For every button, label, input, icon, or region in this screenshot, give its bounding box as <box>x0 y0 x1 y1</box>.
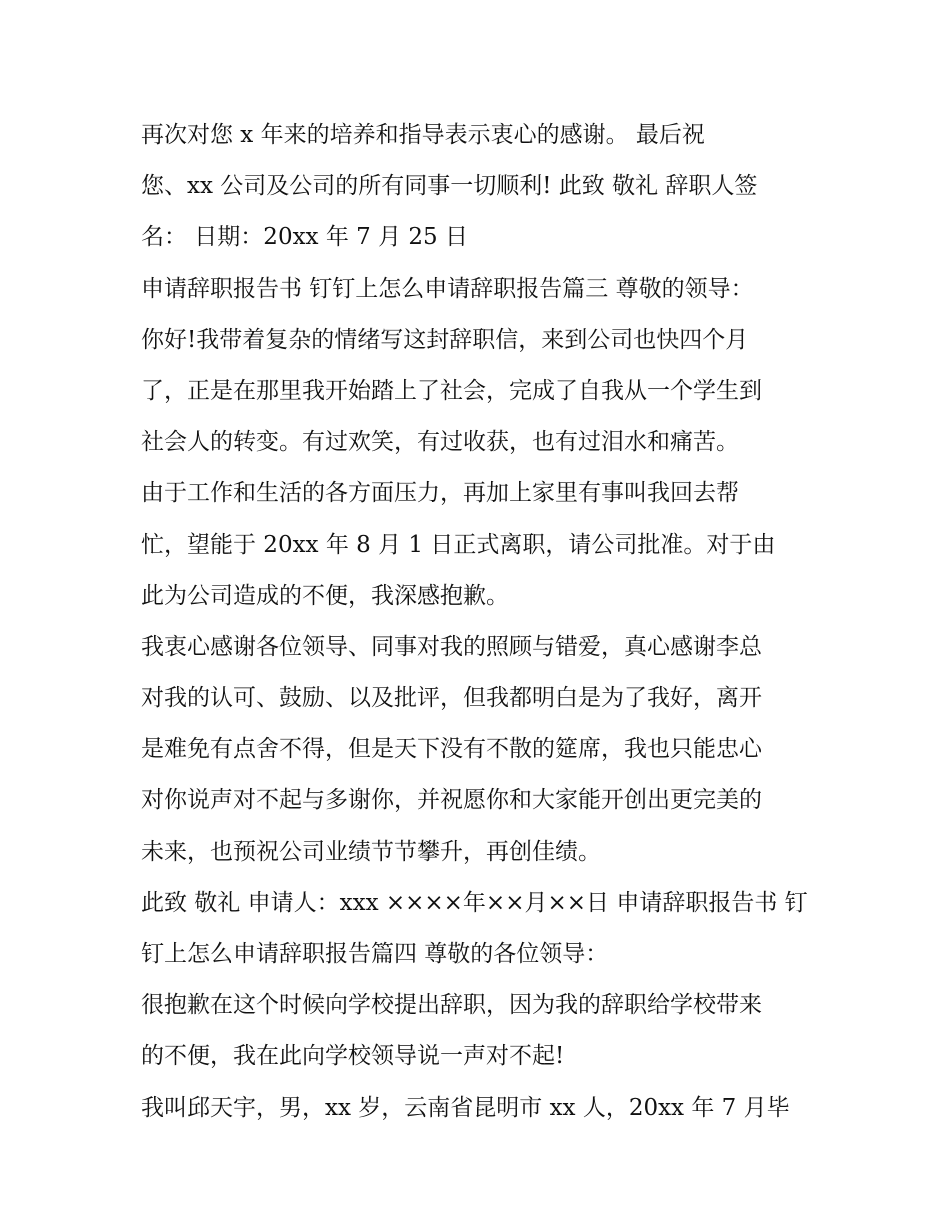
document-body <box>141 110 821 1134</box>
text-line: 申请辞职报告书 钉钉上怎么申请辞职报告篇三 尊敬的领导： <box>141 275 754 302</box>
text-line: 对我的认可、鼓励、以及批评，但我都明白是为了我好，离开 <box>141 685 762 712</box>
text-line: 了，正是在那里我开始踏上了社会，完成了自我从一个学生到 <box>141 377 762 404</box>
text-line: 你好!我带着复杂的情绪写这封辞职信，来到公司也快四个月 <box>141 326 749 353</box>
text-line: 未来，也预祝公司业绩节节攀升，再创佳绩。 <box>141 838 601 865</box>
text-line: 社会人的转变。有过欢笑，有过收获，也有过泪水和痛苦。 <box>141 429 739 456</box>
text-line: 忙，望能于 20xx 年 8 月 1 日正式离职，请公司批准。对于由 <box>141 531 776 558</box>
text-line: 的不便，我在此向学校领导说一声对不起! <box>141 1043 565 1070</box>
text-line: 很抱歉在这个时候向学校提出辞职，因为我的辞职给学校带来 <box>141 992 762 1019</box>
text-line: 是难免有点舍不得，但是天下没有不散的筵席，我也只能忠心 <box>141 736 762 763</box>
text-line: 我衷心感谢各位领导、同事对我的照顾与错爱，真心感谢李总 <box>141 633 762 660</box>
text-line: 我叫邱天宇，男，xx 岁，云南省昆明市 xx 人，20xx 年 7 月毕 <box>141 1094 790 1121</box>
text-line: 您、xx 公司及公司的所有同事一切顺利! 此致 敬礼 辞职人签 <box>141 173 758 200</box>
text-line: 由于工作和生活的各方面压力，再加上家里有事叫我回去帮 <box>141 480 739 507</box>
text-line: 此为公司造成的不便，我深感抱歉。 <box>141 582 509 609</box>
text-line: 此致 敬礼 申请人：xxx ××××年××月××日 申请辞职报告书 钉 <box>141 889 808 916</box>
text-line: 对你说声对不起与多谢你，并祝愿你和大家能开创出更完美的 <box>141 787 762 814</box>
text-line: 名： 日期：20xx 年 7 月 25 日 <box>141 224 468 251</box>
text-line: 钉上怎么申请辞职报告篇四 尊敬的各位领导： <box>141 941 609 967</box>
text-line: 再次对您 x 年来的培养和指导表示衷心的感谢。 最后祝 <box>141 122 705 148</box>
